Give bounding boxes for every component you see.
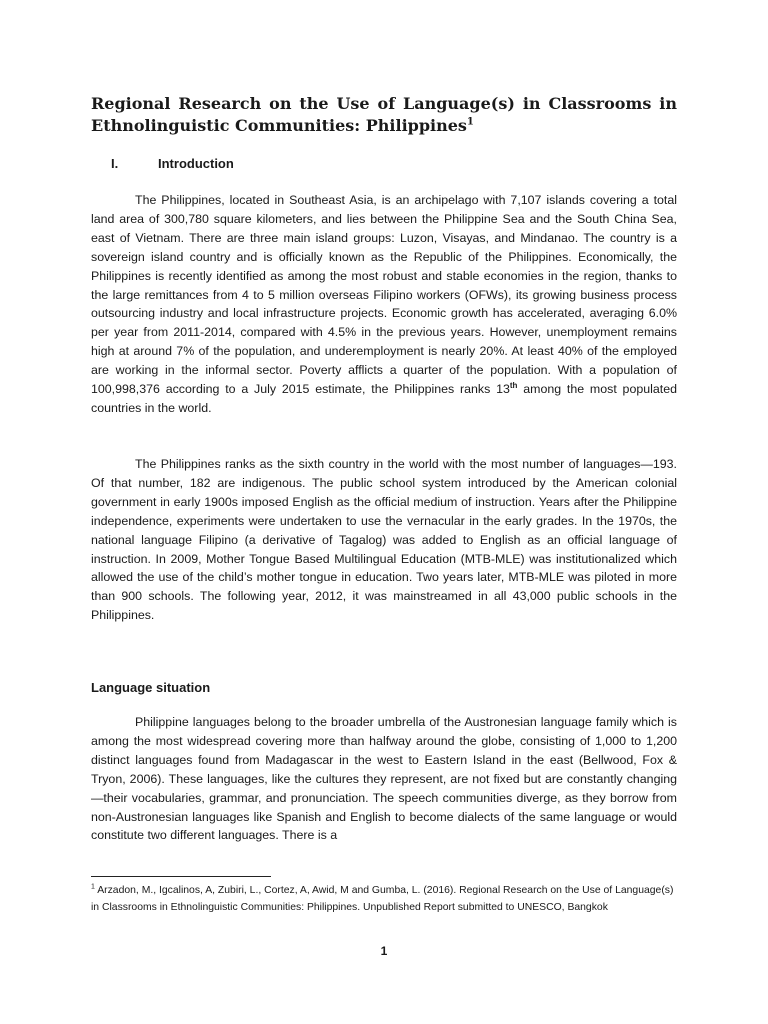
page-number: 1 xyxy=(380,944,388,958)
ordinal-suffix: th xyxy=(509,380,518,390)
title-text: Regional Research on the Use of Language(s) in Classrooms in Ethnolinguistic Communities: Philippines xyxy=(91,94,677,135)
section-number: I. xyxy=(111,156,119,171)
footnote xyxy=(91,882,677,916)
document-title xyxy=(91,93,677,137)
footnote-divider xyxy=(91,876,271,877)
paragraph-1-text-end: among the most populated countries in the world. xyxy=(91,382,677,415)
paragraph-1-text: The Philippines, located in Southeast Asia, is an archipelago with 7,107 islands covering a total land area of 300,780 square kilometers, and lies between the Philippine Sea and the South China Sea, east of Vietnam. There are three main island groups: Luzon, Visayas, and Mindanao. The country is a sovereign island country and is officially known as the Republic of the Philippines. Economically, the Philippines is recently identified as among the most robust and stable economies in the region, thanks to the large remittances from 4 to 5 million overseas Filipino workers (OFWs), its growing business process outsourcing industry and local infrastructure projects. Economic growth has accelerated, averaging 6.0% per year from 2011-2014, compared with 4.5% in the previous years. However, unemployment remains high at around 7% of the population, and underemployment is nearly 20%. At least 40% of the employed are working in the informal sector. Poverty afflicts a quarter of the population. With a population of 100,998,376 according to a July 2015 estimate, the Philippines ranks 13 xyxy=(91,193,677,397)
footnote-text: Arzadon, M., Igcalinos, A, Zubiri, L., Cortez, A, Awid, M and Gumba, L. (2016). Regional Research on the Use of Language(s) in Classrooms in Ethnolinguistic Communities: Philippines. Unpublished Report submitted to UNESCO, Bangkok xyxy=(91,885,674,913)
section-heading-introduction: Introduction xyxy=(158,156,234,171)
footnote-mark: 1 xyxy=(91,883,95,891)
paragraph-languages: The Philippines ranks as the sixth country in the world with the most number of languages—193. Of that number, 182 are indigenous. The public school system introduced by the American colonial government in early 1900s imposed English as the official medium of instruction. Years after the Philippine independence, experiments were undertaken to use the vernacular in the early grades. In the 1970s, the national language Filipino (a derivative of Tagalog) was added to English as an official language of instruction. In 2009, Mother Tongue Based Multilingual Education (MTB-MLE) was institutionalized which allowed the use of the child’s mother tongue in education. Two years later, MTB-MLE was piloted in more than 900 schools. The following year, 2012, it was mainstreamed in all 43,000 public schools in the Philippines. xyxy=(91,457,677,623)
paragraph-introduction xyxy=(91,191,677,418)
subheading-language-situation: Language situation xyxy=(91,680,211,695)
title-footnote-mark: 1 xyxy=(466,116,474,128)
paragraph-language-situation: Philippine languages belong to the broader umbrella of the Austronesian language family which is among the most widespread covering more than halfway around the globe, consisting of 1,000 to 1,200 distinct languages found from Madagascar in the west to Eastern Island in the east (Bellwood, Fox & Tryon, 2006). These languages, like the cultures they represent, are not fixed but are constantly changing—their vocabularies, grammar, and pronunciation. The speech communities diverge, as they borrow from non-Austronesian languages like Spanish and English to become dialects of the same language or would constitute two different languages. There is a xyxy=(91,715,677,843)
